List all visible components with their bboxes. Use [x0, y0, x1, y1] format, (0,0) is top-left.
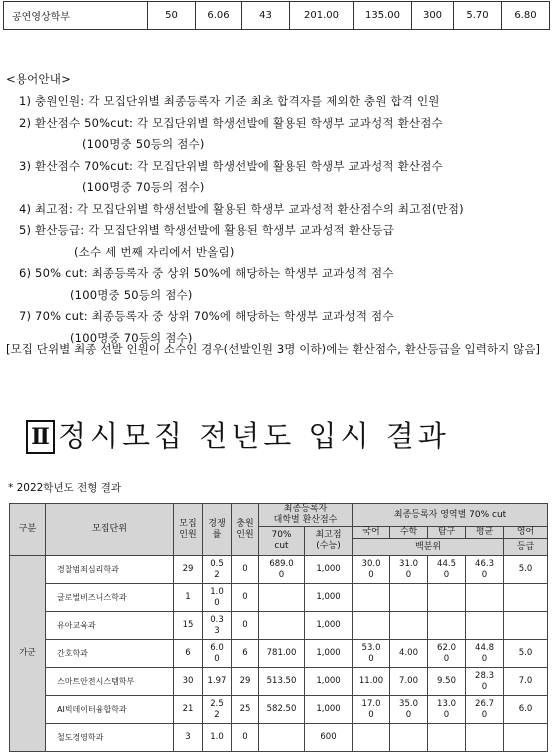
glossary-item-note: (100명중 70등의 점수) — [70, 331, 193, 345]
table-row — [4, 2, 550, 30]
header-fill: 충원 인원 — [232, 504, 259, 556]
cell: 5.70 — [454, 2, 502, 30]
header-score-group: 최종등록자 대학별 환산점수 — [259, 504, 353, 527]
cell: 44.8 0 — [466, 640, 504, 668]
unit-name: 글로벌비즈니스학과 — [46, 584, 174, 612]
header-percentile: 백분위 — [353, 539, 504, 556]
header-recruit: 모집 인원 — [174, 504, 203, 556]
cell — [353, 724, 390, 752]
glossary-item: 7) 70% cut: 최종등록자 중 상위 70%에 해당하는 학생부 교과성적 점수 — [19, 309, 394, 323]
cell — [390, 612, 428, 640]
cell: 0 — [232, 724, 259, 752]
header-english: 영어 — [504, 527, 548, 539]
cell: 135.00 — [354, 2, 412, 30]
cell: 5.0 — [504, 640, 548, 668]
table-row — [10, 668, 548, 696]
table-caption: * 2022학년도 전형 결과 — [8, 482, 121, 494]
cell: 공연영상학부 — [4, 2, 148, 30]
header-korean: 국어 — [353, 527, 390, 539]
glossary-title: <용어안내> — [6, 72, 71, 86]
cell: 11.00 — [353, 668, 390, 696]
cell: 0 — [232, 556, 259, 584]
table-row — [10, 640, 548, 668]
cell: 1,000 — [305, 556, 353, 584]
cell: 1,000 — [305, 668, 353, 696]
cell: 0.5 2 — [203, 556, 232, 584]
header-area-group: 최종등록자 영역별 70% cut — [353, 504, 548, 527]
table-row — [10, 724, 548, 752]
cell: 35.0 0 — [390, 696, 428, 724]
header-average: 평균 — [466, 527, 504, 539]
cell: 50 — [148, 2, 196, 30]
cell: 201.00 — [290, 2, 354, 30]
cell: 28.3 0 — [466, 668, 504, 696]
cell — [466, 612, 504, 640]
table-row — [10, 584, 548, 612]
section-title: 정시모집 전년도 입시 결과 — [58, 419, 450, 453]
cell: 7.00 — [390, 668, 428, 696]
unit-name: 스마트안전시스템학부 — [46, 668, 174, 696]
cell: 15 — [174, 612, 203, 640]
cell: 1,000 — [305, 584, 353, 612]
cell — [504, 612, 548, 640]
cell: 31.0 0 — [390, 556, 428, 584]
top-results-table — [3, 1, 550, 30]
glossary-item: 4) 최고점: 각 모집단위별 학생선발에 활용된 학생부 교과성적 환산점수의 최고점(만점) — [19, 202, 464, 216]
glossary-item-note: (소수 세 번째 자리에서 반올림) — [74, 245, 235, 259]
cell: 0 — [232, 584, 259, 612]
cell — [259, 584, 305, 612]
cell: 300 — [412, 2, 454, 30]
cell: 1,000 — [305, 612, 353, 640]
cell: 4.00 — [390, 640, 428, 668]
cell: 5.0 — [504, 556, 548, 584]
cell: 13.0 0 — [428, 696, 466, 724]
cell — [466, 584, 504, 612]
cell: 6.06 — [196, 2, 242, 30]
cell: 6.80 — [502, 2, 550, 30]
cell — [504, 584, 548, 612]
unit-name: AI빅데이터융합학과 — [46, 696, 174, 724]
cell: 30.0 0 — [353, 556, 390, 584]
cell: 0.3 3 — [203, 612, 232, 640]
table-row — [10, 612, 548, 640]
glossary-item: 1) 충원인원: 각 모집단위별 최종등록자 기준 최초 합격자를 제외한 충원 합격 인원 — [19, 94, 440, 108]
cell: 6 — [232, 640, 259, 668]
cell: 6 — [174, 640, 203, 668]
glossary-item: 6) 50% cut: 최종등록자 중 상위 50%에 해당하는 학생부 교과성적 점수 — [19, 266, 394, 280]
cell — [504, 724, 548, 752]
cell: 26.7 0 — [466, 696, 504, 724]
glossary-item-note: (100명중 70등의 점수) — [82, 180, 205, 194]
cell: 29 — [232, 668, 259, 696]
cell — [390, 724, 428, 752]
header-math: 수학 — [390, 527, 428, 539]
header-compete: 경쟁 률 — [203, 504, 232, 556]
cell — [259, 612, 305, 640]
cell — [428, 724, 466, 752]
header-max: 최고점 (수능) — [305, 527, 353, 556]
glossary-item-note: (100명중 50등의 점수) — [82, 137, 205, 151]
cell: 44.5 0 — [428, 556, 466, 584]
unit-name: 철도경영학과 — [46, 724, 174, 752]
cell: 1.97 — [203, 668, 232, 696]
header-cut70: 70% cut — [259, 527, 305, 556]
unit-name: 간호학과 — [46, 640, 174, 668]
cell: 1,000 — [305, 640, 353, 668]
group-cell: 가군 — [10, 556, 46, 752]
cell: 1.0 — [203, 724, 232, 752]
cell: 7.0 — [504, 668, 548, 696]
cell: 43 — [242, 2, 290, 30]
cell — [390, 584, 428, 612]
cell: 21 — [174, 696, 203, 724]
cell: 1,000 — [305, 696, 353, 724]
cell: 17.0 0 — [353, 696, 390, 724]
cell: 6.0 — [504, 696, 548, 724]
glossary-item-note: (100명중 50등의 점수) — [70, 288, 193, 302]
cell: 513.50 — [259, 668, 305, 696]
cell — [353, 584, 390, 612]
table-row — [10, 696, 548, 724]
cell: 25 — [232, 696, 259, 724]
cell: 600 — [305, 724, 353, 752]
unit-name: 유아교육과 — [46, 612, 174, 640]
cell: 53.0 0 — [353, 640, 390, 668]
cell — [428, 584, 466, 612]
cell: 689.0 0 — [259, 556, 305, 584]
glossary-item: 3) 환산점수 70%cut: 각 모집단위별 학생선발에 활용된 학생부 교과성적 환산점수 — [19, 159, 443, 173]
table-row — [10, 556, 548, 584]
glossary-item: 2) 환산점수 50%cut: 각 모집단위별 학생선발에 활용된 학생부 교과성적 환산점수 — [19, 116, 443, 130]
cell — [466, 724, 504, 752]
header-grade: 등급 — [504, 539, 548, 556]
selection-note: [모집 단위별 최종 선발 인원이 소수인 경우(선발인원 3명 이하)에는 환산점수, 환산등급을 입력하지 않음] — [6, 342, 541, 356]
cell: 46.3 0 — [466, 556, 504, 584]
header-group: 구분 — [10, 504, 46, 556]
cell: 3 — [174, 724, 203, 752]
cell: 2.5 2 — [203, 696, 232, 724]
cell: 582.50 — [259, 696, 305, 724]
admission-results-table — [9, 503, 548, 752]
cell: 30 — [174, 668, 203, 696]
cell: 29 — [174, 556, 203, 584]
cell: 62.0 0 — [428, 640, 466, 668]
cell: 0 — [232, 612, 259, 640]
cell: 9.50 — [428, 668, 466, 696]
glossary-item: 5) 환산등급: 각 모집단위별 학생선발에 활용된 학생부 교과성적 환산등급 — [19, 223, 395, 237]
header-unit: 모집단위 — [46, 504, 174, 556]
cell: 781.00 — [259, 640, 305, 668]
cell — [428, 612, 466, 640]
cell — [259, 724, 305, 752]
cell — [353, 612, 390, 640]
cell: 6.0 0 — [203, 640, 232, 668]
section-numeral: Ⅱ — [26, 420, 55, 454]
cell: 1.0 0 — [203, 584, 232, 612]
unit-name: 경찰범죄심리학과 — [46, 556, 174, 584]
cell: 1 — [174, 584, 203, 612]
header-inquiry: 탐구 — [428, 527, 466, 539]
